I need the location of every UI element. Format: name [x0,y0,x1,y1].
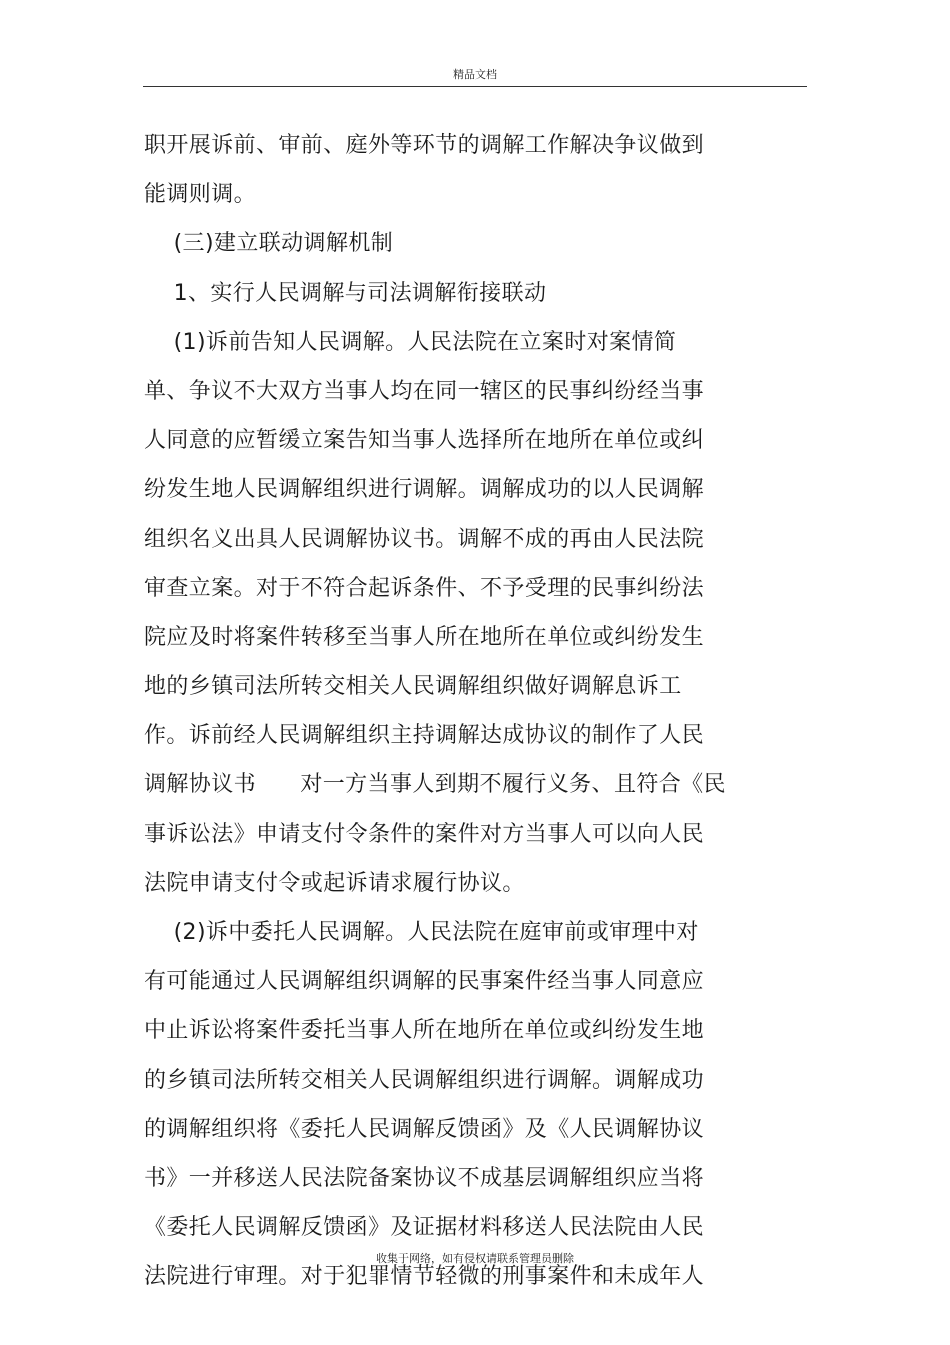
document-body [144,128,744,1309]
page-header: 精品文档 [453,68,497,81]
text-line: 《委托人民调解反馈函》及证据材料移送人民法院由人民 [144,1215,705,1241]
text-line: 有可能通过人民调解组织调解的民事案件经当事人同意应 [144,969,705,995]
text-line: 法院申请支付令或起诉请求履行协议。 [144,870,525,896]
text-line: 事诉讼法》申请支付令条件的案件对方当事人可以向人民 [144,821,705,847]
text-line: 纷发生地人民调解组织进行调解。调解成功的以人民调解 [144,477,705,503]
text-line: 调解协议书 对一方当事人到期不履行义务、且符合《民 [144,772,726,798]
text-line: 职开展诉前、审前、庭外等环节的调解工作解决争议做到 [144,133,705,158]
text-line: 审查立案。对于不符合起诉条件、不予受理的民事纠纷法 [144,575,705,601]
text-line: (1)诉前告知人民调解。人民法院在立案时对案情简 [144,329,677,355]
header-divider [143,86,807,87]
text-line: (2)诉中委托人民调解。人民法院在庭审前或审理中对 [144,920,699,945]
section-heading: (三)建立联动调解机制 [144,231,394,257]
text-line: 中止诉讼将案件委托当事人所在地所在单位或纠纷发生地 [144,1018,705,1044]
text-line: 的乡镇司法所转交相关人民调解组织进行调解。调解成功 [144,1067,705,1093]
text-line: 法院进行审理。对于犯罪情节轻微的刑事案件和未成年人 [144,1264,705,1290]
text-line: 人同意的应暂缓立案告知当事人选择所在地所在单位或纠 [144,428,705,454]
text-line: 单、争议不大双方当事人均在同一辖区的民事纠纷经当事 [144,378,705,404]
page-footer: 收集于网络，如有侵权请联系管理员删除 [376,1252,574,1265]
text-line: 书》一并移送人民法院备案协议不成基层调解组织应当将 [144,1165,705,1191]
text-line: 能调则调。 [144,182,257,208]
text-line: 院应及时将案件转移至当事人所在地所在单位或纠纷发生 [144,624,705,650]
text-line: 组织名义出具人民调解协议书。调解不成的再由人民法院 [144,526,705,552]
subsection-heading: 1、实行人民调解与司法调解衔接联动 [144,280,547,306]
text-line: 作。诉前经人民调解组织主持调解达成协议的制作了人民 [144,723,705,749]
text-line: 地的乡镇司法所转交相关人民调解组织做好调解息诉工 [144,674,682,700]
text-line: 的调解组织将《委托人民调解反馈函》及《人民调解协议 [144,1116,705,1142]
